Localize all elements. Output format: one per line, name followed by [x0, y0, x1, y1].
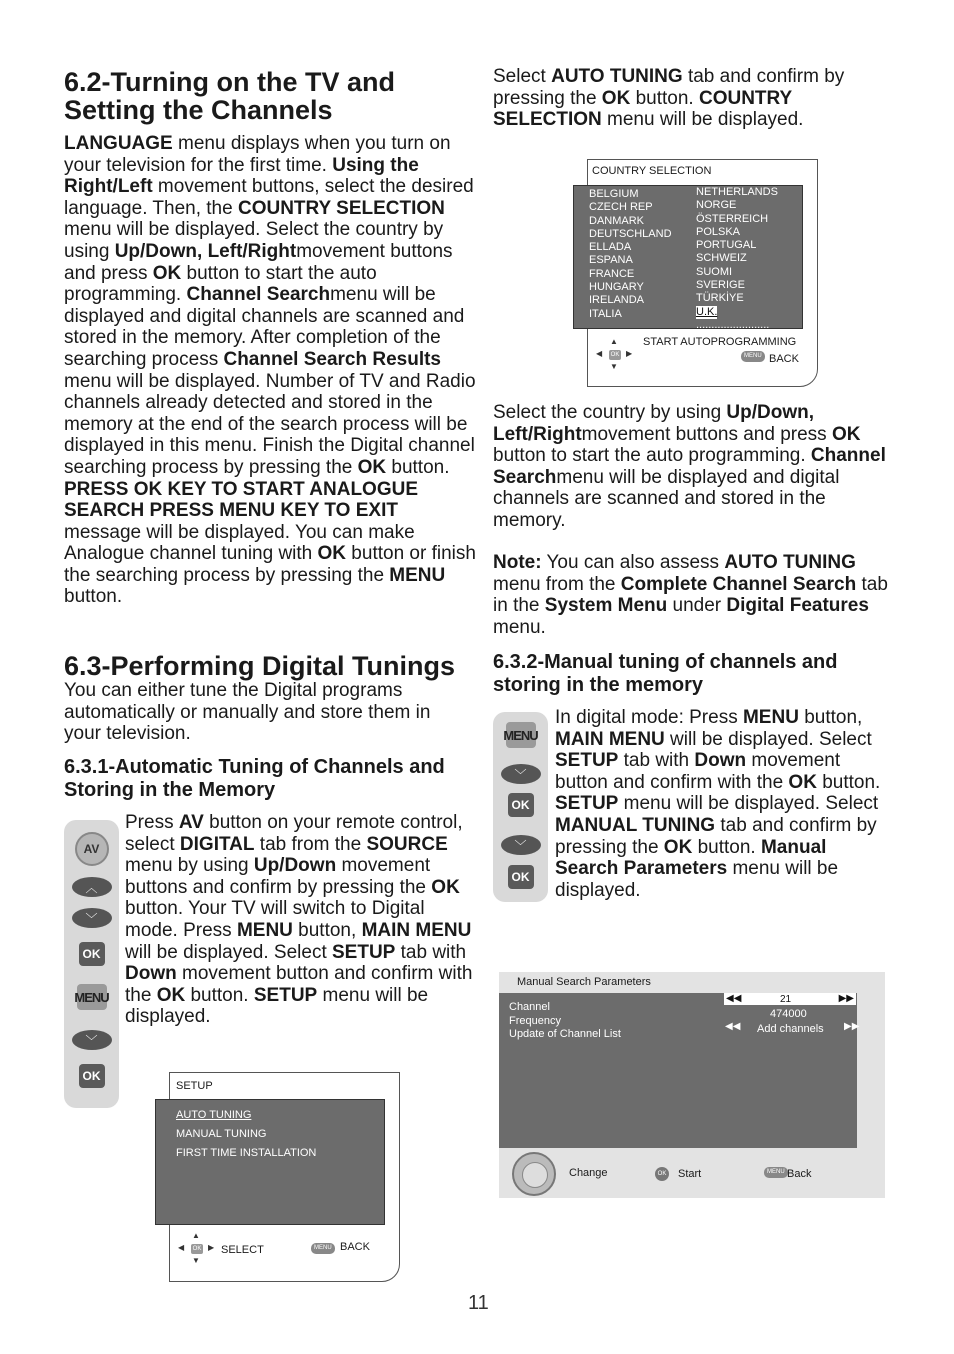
bold-run: DIGITAL	[179, 833, 255, 855]
text-run: menu will be displayed.	[125, 984, 429, 1028]
bold-run: OK	[831, 423, 861, 445]
menu-button: MENU	[77, 984, 107, 1010]
country-item: ITALIA	[589, 307, 622, 320]
down-arrow-button: ﹀	[72, 908, 112, 928]
bold-run: Channel Search	[186, 284, 331, 306]
bold-run: MAIN MENU	[361, 919, 472, 941]
bold-run: AUTO TUNING	[551, 66, 683, 87]
country-item: NETHERLANDS	[696, 186, 778, 198]
down-arrow-button: ﹀	[72, 1030, 112, 1050]
text-run: will be displayed. Select	[125, 941, 332, 963]
text-run: Select the country by using	[493, 402, 727, 423]
bold-run: SOURCE	[366, 833, 448, 855]
frequency-label: Frequency	[509, 1015, 561, 1027]
ok-button: OK	[508, 865, 534, 889]
text-run: tab from the	[254, 833, 367, 855]
text-run: menu will be displayed and digital channels are scanned and stored in the memory.	[493, 466, 840, 531]
text-run: will be displayed. Select	[664, 728, 872, 750]
text-run: movement button and confirm with the	[555, 750, 841, 793]
text-run: button.	[816, 771, 881, 793]
country-item: SUOMI	[696, 265, 733, 278]
text-run: menu will be displayed.	[555, 858, 839, 901]
down-arrow-button: ﹀	[501, 835, 541, 855]
text-run: tab and confirm by pressing the	[493, 66, 845, 109]
bold-run: SETUP	[253, 984, 318, 1006]
text-run: menu will be displayed and digital channels are scanned and stored in the memory. After completion of the searching process	[64, 284, 465, 370]
bold-run: SETUP	[555, 793, 619, 815]
back-label: BACK	[769, 353, 799, 365]
page-number: 11	[468, 1292, 489, 1314]
bold-run: PRESS OK KEY TO START ANALOGUE SEARCH PRESS MENU KEY TO EXIT	[64, 478, 419, 522]
bold-run: Up/Down	[253, 855, 337, 877]
note-paragraph	[493, 552, 893, 638]
text-run: tab in the	[493, 573, 888, 617]
change-label: Change	[569, 1167, 608, 1179]
ok-button: OK	[508, 793, 534, 817]
bold-run: Note:	[493, 552, 542, 573]
select-country-paragraph	[493, 402, 893, 532]
bold-run: MENU	[742, 707, 799, 728]
text-run: tab and confirm by pressing the	[555, 814, 877, 858]
text-run: menu will be displayed. Number of TV and Radio channels already detected and stored in the memory at the end of the search process will be displayed in this menu. Finish the Digital channel searching process by pressing the	[64, 370, 476, 478]
text-run: menu will be displayed. Select the country by using	[64, 219, 444, 262]
section-6-3-heading: 6.3-Performing Digital Tunings	[64, 651, 456, 681]
bold-run: MANUAL TUNING	[555, 814, 716, 836]
select-auto-tuning-paragraph	[493, 66, 863, 131]
av-button: AV	[75, 832, 109, 866]
rewind-icon: ◀◀	[726, 993, 742, 1004]
bold-run: Complete Channel Search	[620, 573, 857, 595]
ok-round-icon: OK	[655, 1167, 669, 1181]
text-run: button,	[292, 919, 362, 941]
intro-paragraph	[64, 133, 476, 608]
country-item: NORGE	[696, 199, 737, 212]
text-run: tab with	[395, 941, 467, 963]
channel-label: Channel	[509, 1001, 550, 1013]
country-item: CZECH REP	[589, 201, 653, 214]
section-6-3-2-heading: 6.3.2-Manual tuning of channels and storing in the memory	[493, 651, 838, 696]
manual-search-title: Manual Search Parameters	[517, 976, 651, 988]
channel-value: 21	[780, 994, 792, 1005]
text-run: under	[667, 595, 727, 617]
bold-run: OK	[317, 543, 347, 565]
digital-tunings-paragraph: You can either tune the Digital programs automatically or manually and store them in your television.	[64, 680, 431, 745]
update-value: Add channels	[757, 1023, 824, 1035]
text-run: movement buttons and press	[64, 240, 453, 284]
text-run: button.	[630, 87, 699, 109]
manual-search-screen	[499, 972, 885, 1198]
nav-cross-icon: ▲ ◀ OK ▶ ▼	[178, 1231, 215, 1265]
dpad-icon	[512, 1152, 556, 1196]
text-run: menu displays when you turn on your television for the first time.	[64, 133, 451, 176]
bold-run: Digital Features	[726, 595, 869, 617]
auto-tuning-paragraph	[125, 812, 477, 1028]
text-run: menu will be displayed. Select	[618, 793, 879, 815]
country-selection-title: COUNTRY SELECTION	[592, 165, 712, 177]
text-run: button.	[386, 456, 450, 478]
section-6-2-heading: 6.2-Turning on the TV and Setting the Channels	[64, 67, 395, 125]
bold-run: MENU	[236, 919, 293, 941]
text-run: menu from the	[493, 573, 621, 595]
setup-items-box	[155, 1099, 385, 1225]
menu-button: MENU	[506, 722, 536, 748]
bold-run: Channel Search Results	[223, 348, 441, 370]
fast-forward-icon: ▶▶	[844, 1021, 860, 1032]
bold-run: COUNTRY SELECTION	[493, 87, 792, 131]
menu-chip: MENU	[741, 351, 765, 362]
country-item: DANMARK	[589, 214, 645, 227]
country-item: IRELANDA	[589, 294, 645, 307]
update-channel-list-label: Update of Channel List	[509, 1028, 621, 1040]
bold-run: Down	[694, 750, 747, 772]
country-item: HUNGARY	[589, 281, 644, 294]
bold-run: LANGUAGE	[64, 133, 173, 154]
ok-button: OK	[79, 942, 105, 966]
text-run: button to start the auto programming.	[493, 445, 811, 467]
remote-buttons-strip	[64, 820, 119, 1108]
bold-run: COUNTRY SELECTION	[237, 197, 445, 219]
text-run: movement buttons and confirm by pressing the	[125, 855, 432, 898]
text-run: button.	[692, 836, 761, 858]
country-item: ........................	[696, 318, 770, 331]
bold-run: OK	[357, 456, 387, 478]
fast-forward-icon: ▶▶	[838, 993, 854, 1004]
setup-menu-screen	[169, 1072, 400, 1282]
back-label: BACK	[340, 1241, 370, 1253]
up-arrow-button: ︿	[72, 877, 112, 897]
menu-chip: MENU	[311, 1243, 335, 1254]
text-run: In digital mode: Press	[555, 707, 743, 728]
bold-run: Down	[125, 963, 177, 985]
setup-item-first-time-installation: FIRST TIME INSTALLATION	[176, 1147, 317, 1159]
text-run: menu.	[493, 616, 546, 638]
bold-run: AUTO TUNING	[724, 552, 856, 573]
country-item: PORTUGAL	[696, 239, 757, 252]
text-run: message will be displayed. You can make Analogue channel tuning with	[64, 521, 415, 565]
country-item: SVERIGE	[696, 279, 745, 292]
text-run: movement buttons, select the desired language. Then, the	[64, 176, 474, 219]
text-run: button.	[64, 586, 123, 608]
select-label: SELECT	[221, 1244, 264, 1256]
bold-run: OK	[601, 87, 631, 109]
setup-item-manual-tuning: MANUAL TUNING	[176, 1128, 267, 1140]
back-label: Back	[787, 1168, 812, 1180]
country-item: ESPANA	[589, 254, 633, 267]
country-list-box	[573, 185, 803, 329]
ok-chip: OK	[192, 1246, 202, 1252]
bold-run: OK	[152, 262, 182, 284]
bold-run: Up/Down, Left/Right	[114, 240, 297, 262]
bold-run: SETUP	[555, 750, 619, 772]
text-run: button.	[185, 984, 254, 1006]
menu-chip: MENU	[764, 1167, 788, 1178]
country-item: DEUTSCHLAND	[589, 227, 672, 240]
text-run: Press	[125, 812, 179, 833]
ok-chip: OK	[610, 352, 620, 358]
text-run: tab with	[618, 750, 695, 772]
remote-buttons-strip	[493, 712, 548, 902]
country-item: POLSKA	[696, 225, 741, 238]
bold-run: MENU	[389, 564, 446, 586]
country-item: FRANCE	[589, 267, 635, 280]
text-run: You can also assess	[541, 552, 725, 573]
text-run: menu will be displayed.	[601, 109, 804, 131]
nav-cross-icon: ▲ ◀ OK ▶ ▼	[596, 337, 633, 371]
text-run: button to start the auto programming.	[64, 262, 377, 306]
down-arrow-button: ﹀	[501, 764, 541, 784]
bold-run: Using the Right/Left	[64, 154, 419, 198]
country-selection-screen	[587, 159, 818, 387]
bold-run: Up/Down, Left/Right	[493, 402, 815, 445]
bold-run: OK	[431, 876, 460, 898]
bold-run: OK	[663, 836, 693, 858]
bold-run: OK	[788, 771, 817, 793]
text-run: menu by using	[125, 855, 254, 877]
country-column-2	[696, 186, 778, 332]
ok-button: OK	[79, 1064, 105, 1088]
bold-run: System Menu	[544, 595, 668, 617]
country-item: SCHWEIZ	[696, 252, 747, 265]
country-item: ELLADA	[589, 241, 632, 254]
channel-value-row	[724, 993, 856, 1005]
text-run: movement buttons and press	[581, 423, 832, 445]
text-run: button,	[798, 707, 863, 728]
manual-tuning-paragraph	[555, 707, 895, 901]
start-label: Start	[678, 1168, 702, 1180]
text-run: button or finish the searching process by pressing the	[64, 543, 476, 586]
bold-run: MAIN MENU	[555, 728, 665, 750]
text-run: button. Your TV will switch to Digital mode. Press	[125, 898, 425, 941]
text-run: button on your remote control, select	[125, 812, 463, 855]
rewind-icon: ◀◀	[725, 1021, 741, 1032]
country-item: U.K.	[696, 305, 718, 318]
start-autoprogramming-label: START AUTOPROGRAMMING	[643, 336, 797, 348]
bold-run: SETUP	[332, 941, 396, 963]
country-item: TÜRKİYE	[696, 292, 744, 305]
bold-run: Manual Search Parameters	[555, 836, 827, 880]
bold-run: Channel Search	[493, 445, 886, 488]
setup-title: SETUP	[176, 1080, 213, 1092]
frequency-value: 474000	[770, 1008, 807, 1020]
country-column-1	[589, 188, 672, 321]
manual-params-box	[499, 993, 860, 1148]
section-6-3-1-heading: 6.3.1-Automatic Tuning of Channels and Storing in the Memory	[64, 756, 445, 801]
text-run: Select	[493, 66, 552, 87]
setup-item-auto-tuning: AUTO TUNING	[176, 1109, 252, 1121]
text-run: movement button and confirm with the	[125, 963, 473, 1006]
country-item: ÖSTERREICH	[696, 212, 769, 225]
bold-run: AV	[178, 812, 204, 833]
bold-run: OK	[156, 984, 186, 1006]
country-item: BELGIUM	[589, 188, 639, 200]
